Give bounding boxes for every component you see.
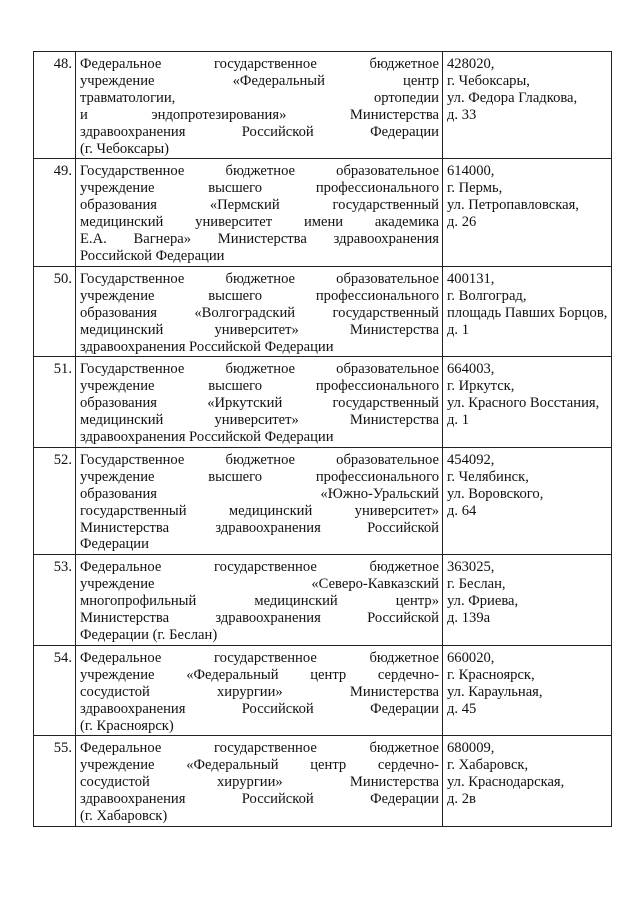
address-line: г. Волгоград,: [447, 287, 527, 304]
institution-address: [443, 736, 612, 827]
name-line: учреждение «Северо-Кавказский: [80, 576, 439, 593]
address-line: д. 45: [447, 700, 477, 717]
name-line: (г. Хабаровск): [80, 808, 168, 825]
name-line: медицинский университет имени академика: [80, 214, 439, 231]
name-line: Федерации (г. Беслан): [80, 627, 218, 643]
address-line: 660020,: [447, 649, 495, 666]
name-line: Е.А. Вагнера» Министерства здравоохранения: [80, 231, 439, 248]
name-line: государственный медицинский университет»: [80, 502, 439, 519]
name-line: здравоохранения Российской Федерации: [80, 123, 439, 140]
name-line: сосудистой хирургии» Министерства: [80, 683, 439, 700]
row-number: 52.: [34, 447, 76, 554]
name-line: Федеральное государственное бюджетное: [80, 56, 439, 72]
name-line: учреждение «Федеральный центр сердечно-: [80, 757, 439, 774]
name-line: Государственное бюджетное образовательное: [80, 163, 439, 180]
address-line: ул. Фриева,: [447, 593, 519, 610]
name-line: Федеральное государственное бюджетное: [80, 559, 439, 576]
name-line: образования «Волгоградский государственный: [80, 304, 439, 321]
address-line: г. Беслан,: [447, 576, 506, 593]
address-line: д. 139а: [447, 610, 491, 627]
row-number: 49.: [34, 159, 76, 266]
name-line: Государственное бюджетное образовательное: [80, 270, 439, 287]
address-line: ул. Красного Восстания,: [447, 395, 600, 412]
name-line: Государственное бюджетное образовательное: [80, 361, 439, 378]
name-line: и эндопротезирования» Министерства: [80, 106, 439, 123]
address-line: ул. Караульная,: [447, 683, 543, 700]
institution-name: [76, 447, 443, 554]
address-line: г. Чебоксары,: [447, 72, 530, 89]
name-line: здравоохранения Российской Федерации: [80, 791, 439, 808]
address-line: д. 64: [447, 502, 477, 519]
institution-name: [76, 266, 443, 357]
name-line: сосудистой хирургии» Министерства: [80, 774, 439, 791]
name-line: Государственное бюджетное образовательное: [80, 451, 439, 468]
institution-address: [443, 52, 612, 159]
name-line: учреждение высшего профессионального: [80, 180, 439, 197]
name-line: учреждение «Федеральный центр сердечно-: [80, 666, 439, 683]
institution-address: [443, 159, 612, 266]
address-line: 428020,: [447, 56, 495, 72]
address-line: 454092,: [447, 451, 495, 468]
name-line: Российской Федерации: [80, 247, 225, 264]
row-number: 51.: [34, 357, 76, 448]
table-row: [34, 555, 612, 646]
name-line: травматологии, ортопедии: [80, 89, 439, 106]
table-row: [34, 266, 612, 357]
name-line: медицинский университет» Министерства: [80, 321, 439, 338]
institutions-table: [33, 51, 612, 827]
address-line: д. 33: [447, 106, 477, 123]
address-line: 400131,: [447, 270, 495, 287]
institution-name: [76, 555, 443, 646]
name-line: Министерства здравоохранения Российской: [80, 610, 439, 627]
name-line: Министерства здравоохранения Российской: [80, 519, 439, 536]
name-line: медицинский университет» Министерства: [80, 412, 439, 429]
address-line: 664003,: [447, 361, 495, 378]
row-number: 54.: [34, 645, 76, 736]
address-line: д. 1: [447, 412, 470, 429]
name-line: учреждение высшего профессионального: [80, 468, 439, 485]
address-line: ул. Петропавловская,: [447, 197, 579, 214]
institution-address: [443, 645, 612, 736]
name-line: образования «Пермский государственный: [80, 197, 439, 214]
name-line: (г. Красноярск): [80, 717, 174, 734]
row-number: 48.: [34, 52, 76, 159]
name-line: здравоохранения Российской Федерации: [80, 429, 334, 446]
institution-address: [443, 266, 612, 357]
name-line: Федеральное государственное бюджетное: [80, 740, 439, 757]
table-row: [34, 447, 612, 554]
address-line: 614000,: [447, 163, 495, 180]
address-line: г. Пермь,: [447, 180, 503, 197]
name-line: учреждение «Федеральный центр: [80, 72, 439, 89]
row-number: 55.: [34, 736, 76, 827]
address-line: ул. Краснодарская,: [447, 774, 565, 791]
table-row: [34, 357, 612, 448]
address-line: г. Хабаровск,: [447, 757, 529, 774]
table-row: [34, 645, 612, 736]
table-row: [34, 52, 612, 159]
name-line: многопрофильный медицинский центр»: [80, 593, 439, 610]
address-line: ул. Воровского,: [447, 485, 544, 502]
institution-name: [76, 357, 443, 448]
name-line: Федерации: [80, 536, 149, 553]
institution-address: [443, 357, 612, 448]
institution-name: [76, 159, 443, 266]
name-line: образования «Иркутский государственный: [80, 395, 439, 412]
address-line: 363025,: [447, 559, 495, 576]
address-line: ул. Федора Гладкова,: [447, 89, 578, 106]
address-line: г. Челябинск,: [447, 468, 529, 485]
institution-name: [76, 52, 443, 159]
address-line: г. Красноярск,: [447, 666, 535, 683]
name-line: образования «Южно-Уральский: [80, 485, 439, 502]
row-number: 53.: [34, 555, 76, 646]
address-line: 680009,: [447, 740, 495, 757]
address-line: д. 1: [447, 321, 470, 338]
institution-name: [76, 645, 443, 736]
institution-address: [443, 555, 612, 646]
address-line: д. 2в: [447, 791, 476, 808]
institution-name: [76, 736, 443, 827]
name-line: учреждение высшего профессионального: [80, 378, 439, 395]
row-number: 50.: [34, 266, 76, 357]
table-row: [34, 159, 612, 266]
name-line: (г. Чебоксары): [80, 140, 170, 157]
address-line: г. Иркутск,: [447, 378, 515, 395]
table-row: [34, 736, 612, 827]
name-line: Федеральное государственное бюджетное: [80, 649, 439, 666]
name-line: здравоохранения Российской Федерации: [80, 338, 334, 355]
address-line: д. 26: [447, 214, 477, 231]
institution-address: [443, 447, 612, 554]
name-line: здравоохранения Российской Федерации: [80, 700, 439, 717]
address-line: площадь Павших Борцов,: [447, 304, 608, 321]
name-line: учреждение высшего профессионального: [80, 287, 439, 304]
